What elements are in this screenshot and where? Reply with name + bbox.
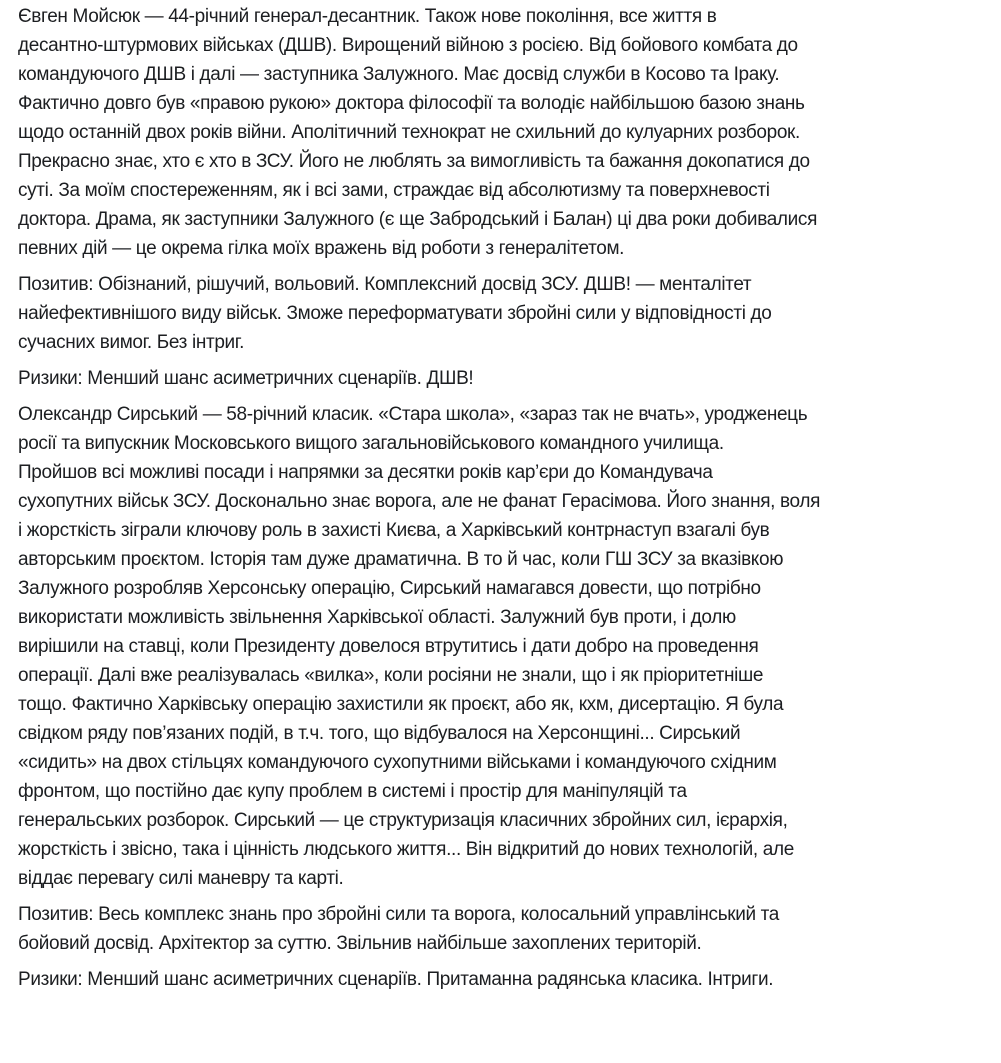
text-line: суті. За моїм спостереженням, як і всі зами, страждає від абсолютизму та поверхневості bbox=[18, 180, 770, 201]
paragraph bbox=[18, 965, 983, 994]
text-line: щодо останній двох років війни. Аполітичний технократ не схильний до кулуарних розборок. bbox=[18, 122, 800, 143]
text-line: Євген Мойсюк — 44-річний генерал-десантник. Також нове покоління, все життя в bbox=[18, 6, 717, 27]
text-line: Прекрасно знає, хто є хто в ЗСУ. Його не люблять за вимогливість та бажання докопатися до bbox=[18, 151, 810, 172]
paragraph bbox=[18, 270, 983, 357]
text-line: сухопутних військ ЗСУ. Досконально знає ворога, але не фанат Герасімова. Його знання, воля bbox=[18, 491, 821, 512]
paragraph bbox=[18, 900, 983, 958]
text-line: авторським проєктом. Історія там дуже драматична. В то й час, коли ГШ ЗСУ за вказівкою bbox=[18, 549, 784, 570]
text-line: тощо. Фактично Харківську операцію захистили як проєкт, або як, кхм, дисертацію. Я була bbox=[18, 694, 784, 715]
text-line: десантно-штурмових військах (ДШВ). Вирощений війною з росією. Від бойового комбата до bbox=[18, 35, 798, 56]
text-line: росії та випускник Московського вищого загальновійськового командного училища. bbox=[18, 433, 724, 454]
text-line: генеральських розборок. Сирський — це структуризація класичних збройних сил, ієрархія, bbox=[18, 810, 788, 831]
paragraph bbox=[18, 400, 983, 893]
text-line: Пройшов всі можливі посади і напрямки за десятки років кар’єри до Командувача bbox=[18, 462, 713, 483]
text-line: бойовий досвід. Архітектор за суттю. Звільнив найбільше захоплених територій. bbox=[18, 933, 702, 954]
text-line: Позитив: Обізнаний, рішучий, вольовий. Комплексний досвід ЗСУ. ДШВ! — менталітет bbox=[18, 274, 752, 295]
text-line: сучасних вимог. Без інтриг. bbox=[18, 332, 244, 353]
text-line: Ризики: Менший шанс асиметричних сценаріїв. Притаманна радянська класика. Інтриги. bbox=[18, 969, 774, 990]
text-line: використати можливість звільнення Харківської області. Залужний був проти, і долю bbox=[18, 607, 736, 628]
text-line: операції. Далі вже реалізувалась «вилка», коли росіяни не знали, що і як пріоритетніше bbox=[18, 665, 764, 686]
text-line: вирішили на ставці, коли Президенту довелося втрутитись і дати добро на проведення bbox=[18, 636, 759, 657]
text-line: Олександр Сирський — 58-річний класик. «Стара школа», «зараз так не вчать», уродженець bbox=[18, 404, 808, 425]
text-line: певних дій — це окрема гілка моїх вражень від роботи з генералітетом. bbox=[18, 238, 625, 259]
paragraph bbox=[18, 364, 983, 393]
text-line: «сидить» на двох стільцях командуючого сухопутними військами і командуючого східним bbox=[18, 752, 777, 773]
text-line: і жорсткість зіграли ключову роль в захисті Києва, а Харківський контрнаступ взагалі був bbox=[18, 520, 770, 541]
paragraph bbox=[18, 2, 983, 263]
text-line: Фактично довго був «правою рукою» доктора філософії та володіє найбільшою базою знань bbox=[18, 93, 805, 114]
text-line: найефективнішого виду військ. Зможе переформатувати збройні сили у відповідності до bbox=[18, 303, 772, 324]
text-line: Залужного розробляв Херсонську операцію, Сирський намагався довести, що потрібно bbox=[18, 578, 761, 599]
text-line: Позитив: Весь комплекс знань про збройні сили та ворога, колосальний управлінський та bbox=[18, 904, 780, 925]
text-line: свідком ряду пов’язаних подій, в т.ч. того, що відбувалося на Херсонщині... Сирський bbox=[18, 723, 741, 744]
text-line: віддає перевагу силі маневру та карті. bbox=[18, 868, 344, 889]
text-line: доктора. Драма, як заступники Залужного (є ще Забродський і Балан) ці два роки добивалися bbox=[18, 209, 818, 230]
text-line: Ризики: Менший шанс асиметричних сценаріїв. ДШВ! bbox=[18, 368, 474, 389]
text-line: командуючого ДШВ і далі — заступника Залужного. Має досвід служби в Косово та Іраку. bbox=[18, 64, 780, 85]
text-line: жорсткість і звісно, така і цінність людського життя... Він відкритий до нових технологій, але bbox=[18, 839, 794, 860]
text-line: фронтом, що постійно дає купу проблем в системі і простір для маніпуляцій та bbox=[18, 781, 687, 802]
